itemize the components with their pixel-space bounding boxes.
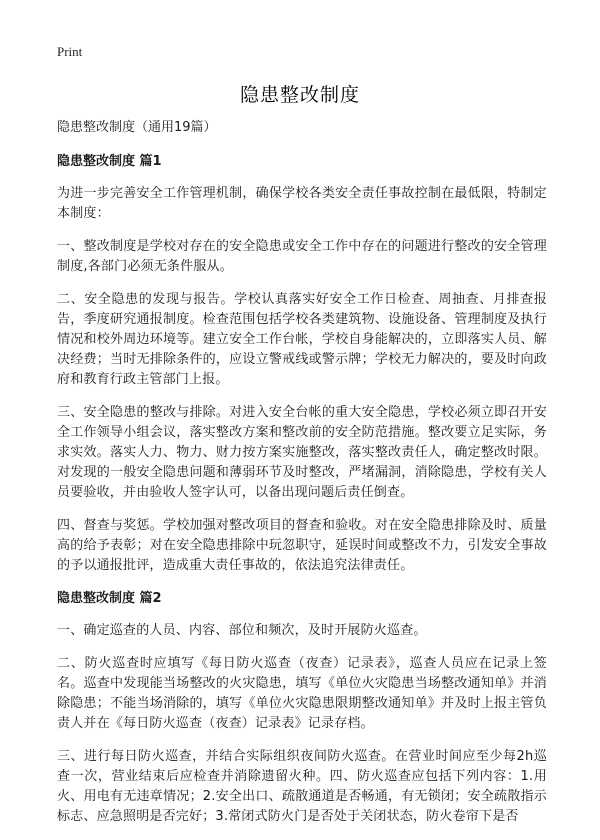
paragraph: 一、确定巡查的人员、内容、部位和频次，及时开展防火巡查。 <box>57 623 427 638</box>
paragraph: 二、安全隐患的发现与报告。学校认真落实好安全工作日检查、周抽查、月排查报告，季度研究通报制度。检查范围包括学校各类建筑物、设施设备、管理制度及执行情况和校外周边环境等。建立安全工作台帐，学校自身能解决的，立即落实人员、解决经费；当时无排除条件的，应设立警戒线或警示牌；学校无力解决的，要及时向政府和教育行政主管部门上报。 <box>57 292 547 387</box>
print-label[interactable]: Print <box>57 44 83 59</box>
document-subtitle: 隐患整改制度（通用19篇） <box>57 120 217 135</box>
paragraph: 为进一步完善安全工作管理机制，确保学校各类安全责任事故控制在最低限，特制定本制度： <box>57 186 547 221</box>
paragraph: 一、整改制度是学校对存在的安全隐患或安全工作中存在的问题进行整改的安全管理制度,各部门必须无条件服从。 <box>57 239 547 274</box>
paragraph: 四、督查与奖惩。学校加强对整改项目的督查和验收。对在安全隐患排除及时、质量高的给予表彰；对在安全隐患排除中玩忽职守，延误时间或整改不力，引发安全事故的予以通报批评，造成重大责任事故的，依法追究法律责任。 <box>57 518 547 573</box>
document-body <box>57 118 547 840</box>
section-heading-2: 隐患整改制度 篇2 <box>57 591 162 606</box>
page-title: 隐患整改制度 <box>239 84 360 106</box>
paragraph: 三、进行每日防火巡查，并结合实际组织夜间防火巡查。在营业时间应至少每2h巡查一次，营业结束后应检查并消除遗留火种。四、防火巡查应包括下列内容：1.用火、用电有无违章情况；2.安全出口、疏散通道是否畅通，有无锁闭；安全疏散指示标志、应急照明是否完好；3.常闭式防火门是否处于关闭状态，防火卷帘下是否 <box>57 749 547 824</box>
section-heading-1: 隐患整改制度 篇1 <box>57 154 162 169</box>
paragraph: 三、安全隐患的整改与排除。对进入安全台帐的重大安全隐患，学校必须立即召开安全工作领导小组会议，落实整改方案和整改前的安全防范措施。整改要立足实际，务求实效。落实人力、物力、财力按方案实施整改，落实整改责任人，确定整改时限。对发现的一般安全隐患问题和薄弱环节及时整改，严堵漏洞，消除隐患，学校有关人员要验收，并由验收人签字认可，以备出现问题后责任倒查。 <box>57 405 547 500</box>
paragraph: 二、防火巡查时应填写《每日防火巡查（夜查）记录表》，巡查人员应在记录上签名。巡查中发现能当场整改的火灾隐患，填写《单位火灾隐患当场整改通知单》并消除隐患；不能当场消除的，填写《单位火灾隐患限期整改通知单》并及时上报主管负责人并在《每日防火巡查（夜查）记录表》记录存档。 <box>57 656 547 731</box>
